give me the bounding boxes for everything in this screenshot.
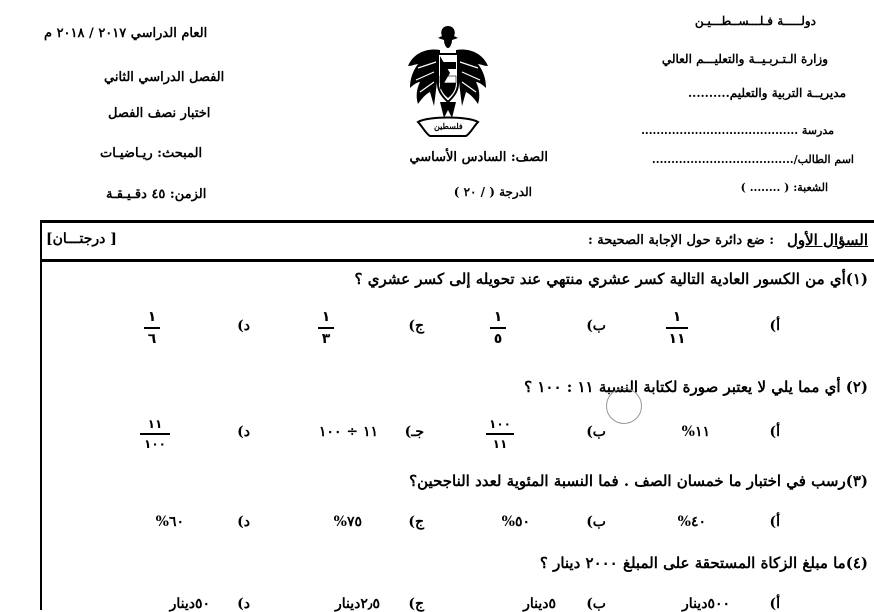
q4-option-b-value[interactable]: ٥دينار bbox=[523, 596, 556, 612]
denominator: ١١ bbox=[492, 437, 508, 451]
q4-option-c-value[interactable]: ٢٫٥دينار bbox=[335, 596, 380, 612]
grade-label: الصف: السادس الأساسي bbox=[409, 150, 548, 165]
numerator: ١ bbox=[147, 309, 157, 325]
exam-time: الزمن: ٤٥ دقـيـقـة bbox=[106, 187, 207, 202]
q4-option-a-value[interactable]: ٥٠٠دينار bbox=[682, 596, 730, 612]
section-title: السؤال الأول bbox=[786, 231, 868, 249]
q3-option-d-value[interactable]: ٦٠% bbox=[155, 514, 184, 530]
question-4-text: (٤)ما مبلغ الزكاة المستحقة على المبلغ ٢٠٠٠ دينار ؟ bbox=[539, 554, 868, 572]
q4-option-a-letter[interactable]: أ) bbox=[769, 596, 780, 612]
q2-option-a-value[interactable]: ١١% bbox=[681, 424, 710, 440]
semester: الفصل الدراسي الثاني bbox=[104, 70, 225, 85]
palestine-eagle-emblem bbox=[404, 22, 492, 140]
page-left-border bbox=[40, 222, 42, 610]
school-field: مدرسة ......................................... bbox=[641, 124, 834, 137]
directorate-field: مديريــة التربية والتعليم.......... bbox=[687, 86, 846, 100]
section-instruction: : ضع دائرة حول الإجابة الصحيحة : bbox=[587, 233, 774, 248]
fraction-bar bbox=[318, 327, 334, 329]
emblem-caption: فلسطين bbox=[434, 121, 463, 131]
numerator: ١ bbox=[321, 309, 331, 325]
q4-option-d-value[interactable]: ٥٠دينار bbox=[169, 596, 210, 612]
section-points: [ درجتـــان] bbox=[46, 231, 117, 247]
q1-option-a-fraction[interactable] bbox=[666, 310, 688, 346]
exam-type: اختبار نصف الفصل bbox=[108, 106, 211, 121]
question-1-text: (١)أي من الكسور العادية التالية كسر عشري منتهي عند تحويله إلى كسر عشري ؟ bbox=[354, 270, 868, 288]
q4-option-d-letter[interactable]: د) bbox=[237, 596, 250, 612]
q2-option-c-letter[interactable]: جـ) bbox=[404, 424, 424, 440]
ministry-name: وزارة الـتـربـيــة والتعليـــم العالي bbox=[661, 52, 828, 66]
q1-option-b-letter[interactable]: ب) bbox=[586, 318, 606, 334]
student-name-field: اسم الطالب/..................................... bbox=[651, 153, 854, 166]
q1-option-a-letter[interactable]: أ) bbox=[769, 318, 780, 334]
q3-option-a-letter[interactable]: أ) bbox=[769, 514, 780, 530]
question-2-text: (٢) أي مما يلي لا يعتبر صورة لكتابة النسبة ١١ : ١٠٠ ؟ bbox=[524, 378, 868, 396]
q3-option-c-letter[interactable]: ج) bbox=[408, 514, 424, 530]
q1-option-d-fraction[interactable] bbox=[144, 310, 160, 346]
numerator: ١ bbox=[672, 309, 682, 325]
q4-option-c-letter[interactable]: ج) bbox=[408, 596, 424, 612]
denominator: ١٠٠ bbox=[144, 437, 166, 451]
top-rule bbox=[40, 220, 874, 223]
q1-option-c-letter[interactable]: ج) bbox=[408, 318, 424, 334]
denominator: ٣ bbox=[321, 331, 331, 347]
numerator: ١٠٠ bbox=[489, 417, 511, 431]
q3-option-b-letter[interactable]: ب) bbox=[586, 514, 606, 530]
score-box: الدرجة ( / ٢٠ ) bbox=[453, 185, 532, 199]
numerator: ١١ bbox=[147, 417, 163, 431]
q2-option-d-letter[interactable]: د) bbox=[237, 424, 250, 440]
academic-year: العام الدراسي ٢٠١٧ / ٢٠١٨ م bbox=[44, 26, 208, 41]
q3-option-d-letter[interactable]: د) bbox=[237, 514, 250, 530]
q2-option-a-letter[interactable]: أ) bbox=[769, 424, 780, 440]
state-name: دولـــــة فـلـــســطـــيـن bbox=[694, 14, 816, 28]
q4-option-b-letter[interactable]: ب) bbox=[586, 596, 606, 612]
fraction-bar bbox=[140, 433, 170, 435]
q2-option-b-letter[interactable]: ب) bbox=[586, 424, 606, 440]
denominator: ٥ bbox=[493, 331, 503, 347]
stamp-mark bbox=[606, 388, 642, 424]
q3-option-c-value[interactable]: ٧٥% bbox=[333, 514, 362, 530]
q1-option-d-letter[interactable]: د) bbox=[237, 318, 250, 334]
section-rule bbox=[40, 259, 874, 262]
q2-option-c-value[interactable]: ١١ ÷ ١٠٠ bbox=[318, 424, 378, 440]
question-3-text: (٣)رسب في اختبار ما خمسان الصف . فما النسبة المئوية لعدد الناجحين؟ bbox=[409, 472, 868, 490]
fraction-bar bbox=[486, 433, 514, 435]
q3-option-b-value[interactable]: ٥٠% bbox=[501, 514, 530, 530]
numerator: ١ bbox=[493, 309, 503, 325]
q2-option-d-fraction[interactable] bbox=[140, 418, 170, 450]
q1-option-b-fraction[interactable] bbox=[490, 310, 506, 346]
q3-option-a-value[interactable]: ٤٠% bbox=[677, 514, 706, 530]
subject: المبحث: ريـاضيـات bbox=[100, 146, 203, 161]
section-field: الشعبة: ( ........ ) bbox=[740, 181, 828, 194]
fraction-bar bbox=[666, 327, 688, 329]
q2-option-b-fraction[interactable] bbox=[486, 418, 514, 450]
fraction-bar bbox=[490, 327, 506, 329]
denominator: ١١ bbox=[668, 331, 686, 347]
q1-option-c-fraction[interactable] bbox=[318, 310, 334, 346]
fraction-bar bbox=[144, 327, 160, 329]
denominator: ٦ bbox=[147, 331, 157, 347]
